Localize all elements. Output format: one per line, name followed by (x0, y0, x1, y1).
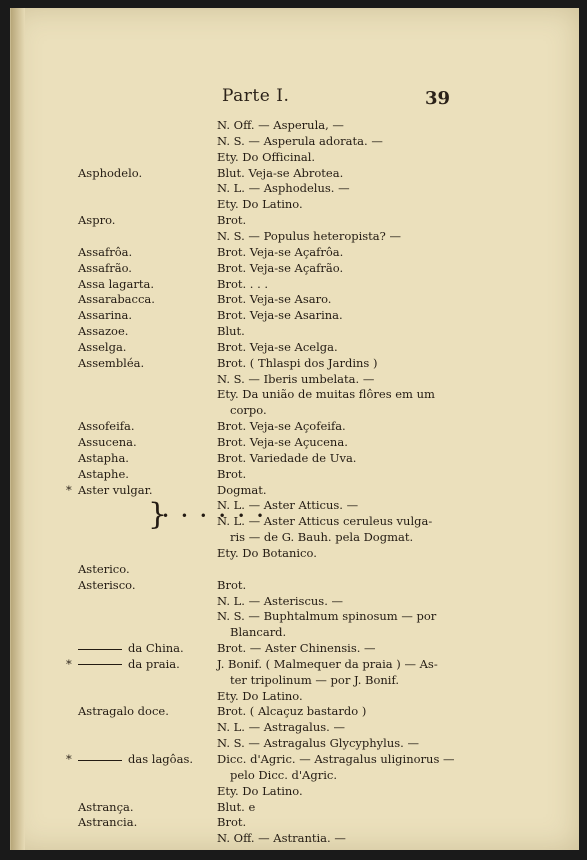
entry-row (0, 180, 587, 196)
entry-term (78, 814, 137, 830)
entry-term-text: Assucena. (78, 435, 137, 449)
entry-term-text: Asterico. (78, 561, 130, 576)
entry-row (0, 386, 587, 402)
entry-row (0, 466, 587, 482)
entry-row (0, 703, 587, 719)
entry-row (0, 830, 587, 846)
entry-row (0, 307, 587, 323)
page-number: 39 (425, 88, 451, 109)
entry-definition: N. S. — Asperula adorata. — (217, 133, 383, 148)
entry-definition: Brot. ( Alcaçuz bastardo ) (217, 704, 367, 719)
entry-term-text: Assofeifa. (78, 419, 135, 434)
entry-row (0, 545, 587, 561)
entry-term-text: Aspro. (78, 213, 116, 228)
entry-row (0, 482, 587, 498)
entry-term-text: Asphodelo. (78, 165, 143, 180)
entry-definition: N. L. — Asteriscus. — (217, 593, 344, 608)
entry-row (0, 529, 587, 545)
entry-term (78, 323, 128, 339)
entry-row (0, 260, 587, 276)
entry-definition: N. L. — Astragalus. — (217, 720, 345, 735)
entry-term-text: da praia. (128, 656, 180, 671)
entry-definition: N. S. — Iberis umbelata. — (217, 371, 375, 386)
entry-term-text: da China. (128, 641, 184, 656)
entry-row (0, 735, 587, 751)
entry-term (78, 355, 144, 371)
entry-definition: Brot. — Aster Chinensis. — (217, 641, 376, 656)
entry-definition: Blut. (217, 324, 245, 339)
entry-definition: Brot. ( Thlaspi dos Jardins ) (217, 355, 378, 370)
entry-definition: corpo. (230, 403, 267, 418)
entry-row (0, 513, 587, 529)
entry-term (78, 656, 180, 672)
entry-term-text: Assarina. (78, 308, 133, 323)
entry-definition: Ety. Da união de muitas flôres em um (217, 387, 435, 402)
entry-term-text: Asselga. (78, 339, 127, 354)
entry-row (0, 497, 587, 513)
entry-term-text: Assazoe. (78, 324, 129, 339)
entry-term-text: Astrança. (78, 799, 134, 814)
entry-row (0, 799, 587, 815)
entry-definition: Blut. e (217, 799, 256, 814)
entry-definition: Brot. Veja-se Acelga. (217, 339, 338, 354)
entry-term (78, 577, 136, 593)
entry-row (0, 561, 587, 577)
entry-term (78, 450, 129, 466)
entry-row (0, 355, 587, 371)
entry-definition: Brot. Veja-se Açofeifa. (217, 419, 346, 434)
entry-row (0, 767, 587, 783)
entry-term (78, 466, 129, 482)
entry-definition: Brot. . . . (217, 276, 269, 291)
entry-term-text: Astapha. (78, 450, 129, 465)
entry-row (0, 323, 587, 339)
entry-row (0, 656, 587, 672)
entry-definition: Ety. Do Officinal. (217, 149, 316, 164)
entry-term-text: Astragalo doce. (78, 704, 169, 719)
entry-row (0, 133, 587, 149)
entry-term (78, 260, 132, 276)
entry-definition: ter tripolinum — por J. Bonif. (230, 672, 399, 687)
entry-row (0, 719, 587, 735)
entry-term (78, 640, 184, 656)
entry-row (0, 149, 587, 165)
entry-term-text: Assa lagarta. (78, 276, 155, 291)
entry-row (0, 688, 587, 704)
entry-row (0, 751, 587, 767)
entry-row (0, 212, 587, 228)
entry-definition: Brot. (217, 213, 247, 228)
entry-definition: Brot. Veja-se Açafrôa. (217, 244, 344, 259)
entry-term-text: Astrancia. (78, 815, 138, 830)
entry-term-text: Assembléa. (78, 355, 145, 370)
asterisk-mark: * (66, 752, 72, 766)
entry-definition: N. Off. — Astrantia. — (217, 831, 346, 846)
entry-term (78, 418, 135, 434)
entry-term (78, 482, 152, 498)
entry-row (0, 814, 587, 830)
grouping-brace: } (148, 497, 168, 532)
entry-term (78, 703, 169, 719)
asterisk-mark: * (66, 656, 72, 671)
entry-row (0, 291, 587, 307)
entry-definition: Brot. (217, 577, 247, 592)
entry-row (0, 196, 587, 212)
entry-term (78, 276, 154, 292)
entry-row (0, 228, 587, 244)
entry-row (0, 434, 587, 450)
entry-definition: Ety. Do Botanico. (217, 545, 317, 560)
entry-definition: Dicc. d'Agric. — Astragalus uliginorus — (217, 752, 455, 766)
entry-term-text: Asterisco. (78, 577, 136, 592)
entry-row (0, 672, 587, 688)
entry-term (78, 339, 126, 355)
entry-term (78, 434, 137, 450)
entry-definition: Dogmat. (217, 482, 267, 497)
entry-definition: Brot. Veja-se Asaro. (217, 292, 332, 307)
entry-row (0, 276, 587, 292)
entry-term (78, 751, 193, 767)
entry-term (78, 561, 130, 577)
dot-leaders: • • • • • • (162, 509, 268, 523)
entry-definition: N. Off. — Asperula, — (217, 118, 344, 132)
repeat-dash (78, 760, 122, 761)
entry-definition: Ety. Do Latino. (217, 688, 303, 703)
entry-row (0, 593, 587, 609)
entry-term-text: Astaphe. (78, 466, 129, 481)
entry-definition: ris — de G. Bauh. pela Dogmat. (230, 530, 414, 545)
entry-definition: Ety. Do Latino. (217, 197, 303, 212)
entry-term (78, 212, 115, 228)
entry-definition: Brot. Veja-se Açucena. (217, 435, 348, 449)
entry-definition: N. S. — Buphtalmum spinosum — por (217, 609, 437, 624)
entry-term-text: Aster vulgar. (78, 482, 153, 497)
entry-definition: J. Bonif. ( Malmequer da praia ) — As- (217, 656, 438, 671)
entry-term-text: Assarabacca. (78, 292, 155, 307)
entry-term (78, 291, 155, 307)
entry-row (0, 371, 587, 387)
entry-definition: N. L. — Asphodelus. — (217, 181, 350, 196)
entry-term (78, 307, 132, 323)
entry-definition: Brot. Variedade de Uva. (217, 450, 357, 465)
entry-row (0, 783, 587, 799)
entry-definition: Brot. Veja-se Asarina. (217, 308, 343, 323)
entry-definition: Ety. Do Latino. (217, 783, 303, 798)
asterisk-mark: * (66, 482, 72, 497)
entry-term (78, 165, 142, 181)
entry-row (0, 418, 587, 434)
entry-row (0, 339, 587, 355)
entry-term-text: Assafrôa. (78, 244, 133, 259)
entry-term (78, 244, 132, 260)
entry-definition: Brot. (217, 466, 247, 481)
entry-row (0, 165, 587, 181)
entry-definition: Blut. Veja-se Abrotea. (217, 165, 344, 180)
entry-term-text: Assafrão. (78, 260, 132, 275)
entry-row (0, 402, 587, 418)
entry-row (0, 624, 587, 640)
entry-definition: Blancard. (230, 625, 287, 640)
entry-definition: pelo Dicc. d'Agric. (230, 767, 337, 782)
entry-row (0, 450, 587, 466)
entry-row (0, 640, 587, 656)
entry-definition: N. L. — Aster Atticus ceruleus vulga- (217, 514, 433, 529)
repeat-dash (78, 649, 122, 650)
entry-row (0, 608, 587, 624)
entry-definition: N. S. — Astragalus Glycyphylus. — (217, 736, 419, 751)
entry-definition: Brot. (217, 815, 247, 830)
entry-row (0, 244, 587, 260)
page-header-title: Parte I. (222, 86, 290, 106)
entry-definition: Brot. Veja-se Açafrão. (217, 260, 344, 275)
entry-definition: N. L. — Aster Atticus. — (217, 498, 359, 513)
entry-term (78, 799, 134, 815)
entry-definition: N. S. — Populus heteropista? — (217, 228, 401, 243)
entry-term-text: das lagôas. (128, 752, 194, 766)
entry-row (0, 577, 587, 593)
entry-row (0, 117, 587, 133)
repeat-dash (78, 664, 122, 665)
